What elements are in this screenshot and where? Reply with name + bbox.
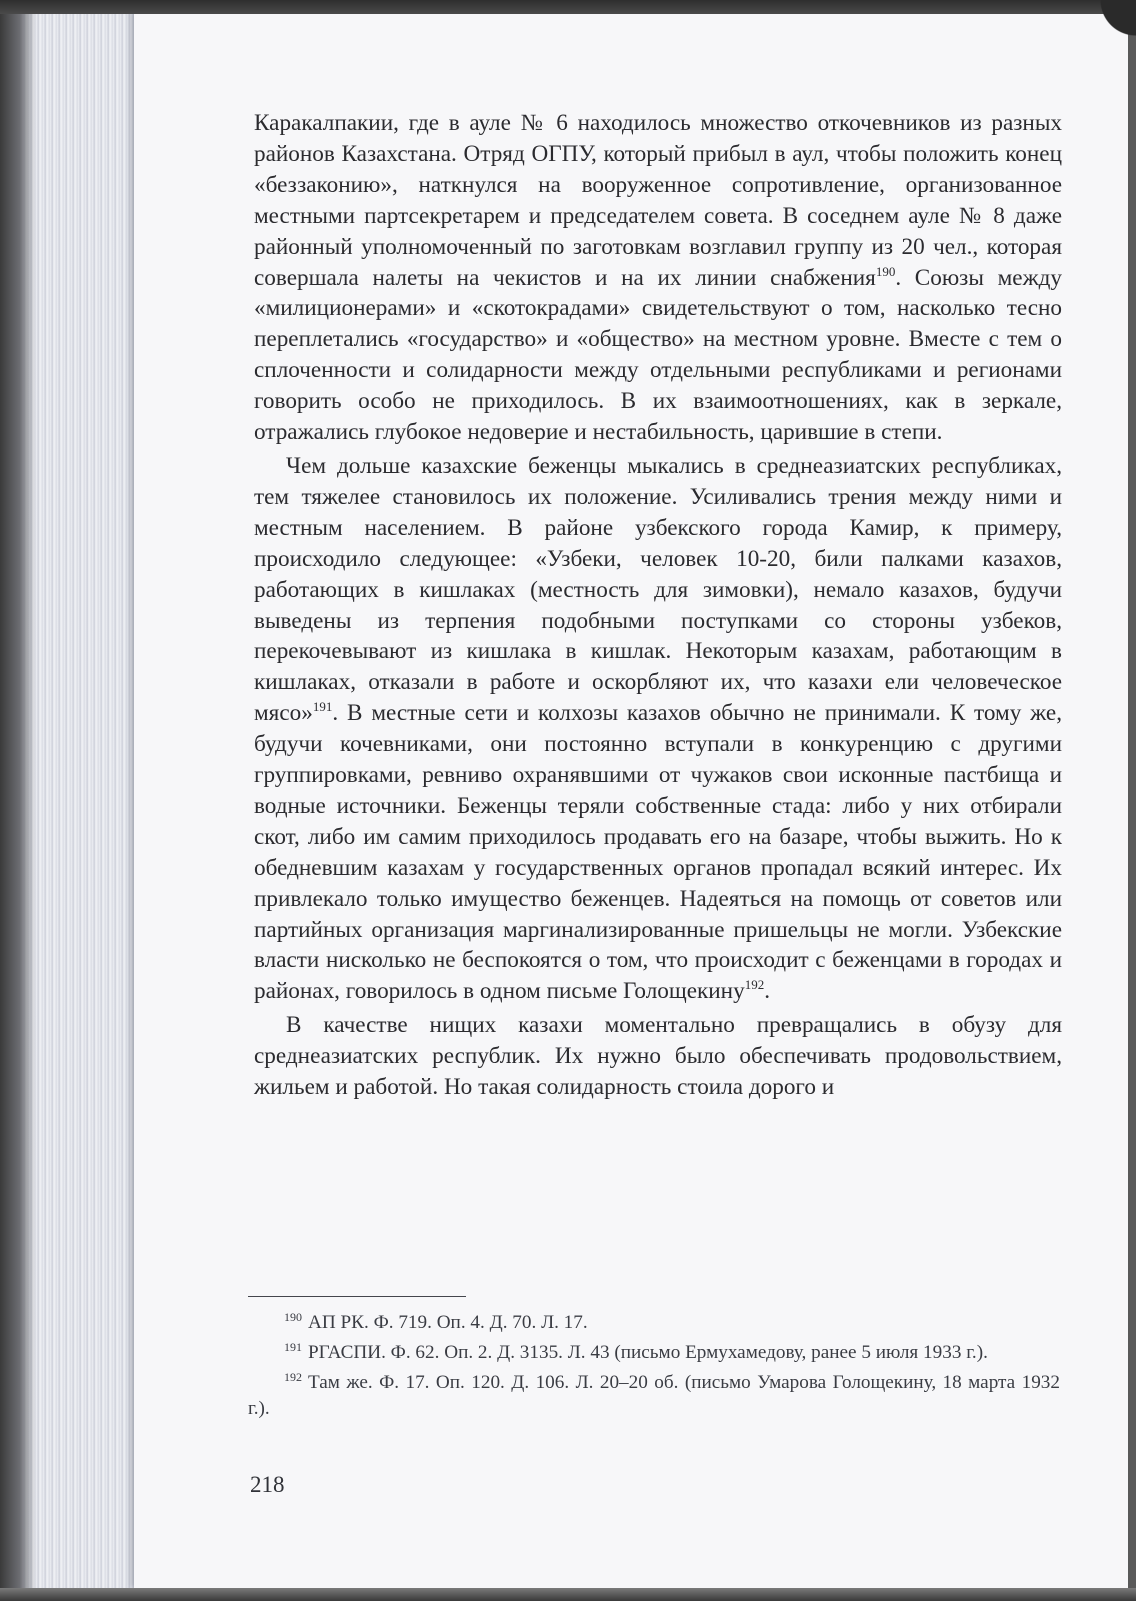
text-run: . — [764, 978, 770, 1005]
text-run: Чем дольше казахские беженцы мыкались в среднеазиатских республиках, тем тяжелее становилось их положение. Усиливались трения между ними и местным населением. В районе узбекского города Камир, к примеру, происходило следующее: «Узбеки, человек 10-20, били палками казахов, работающих в кишлаках (местность для зимовки), немало казахов, будучи выведены из терпения подобными поступками со стороны узбеков, перекочевывают из кишлака в кишлак. Некоторым казахам, работающим в кишлаках, отказали в работе и оскорбляют их, что казахи ели человеческое мясо» — [254, 452, 1062, 727]
page-corner-shadow — [1096, 0, 1136, 70]
paragraph — [254, 1010, 1062, 1103]
text-run: В качестве нищих казахи моментально превращались в обузу для среднеазиатских республик. Их нужно было обеспечивать продовольствием, жильем и работой. Но такая солидарность стоила дорого и — [254, 1012, 1062, 1101]
footnote-number: 191 — [284, 1340, 302, 1354]
footnote-ref: 192 — [744, 977, 765, 993]
footnote-text: Там же. Ф. 17. Оп. 120. Д. 106. Л. 20–20 об. (письмо Умарова Голощекину, 18 марта 1932 г.). — [248, 1372, 1060, 1419]
scanner-bottom-edge — [0, 1588, 1136, 1601]
spine-shadow — [0, 0, 36, 1601]
footnote-number: 190 — [284, 1310, 302, 1324]
text-run: . Союзы между «милиционерами» и «скотокрадами» свидетельствуют о том, насколько тесно переплетались «государство» и «общество» на местном уровне. Вместе с тем о сплоченности и солидарности между отдельными республиками и регионами говорить особо не приходилось. В их взаимоотношениях, как в зеркале, отражались глубокое недоверие и нестабильность, царившие в степи. — [254, 264, 1062, 446]
paragraph — [254, 451, 1062, 1007]
footnote-text: АП РК. Ф. 719. Оп. 4. Д. 70. Л. 17. — [308, 1312, 588, 1333]
footnote-number: 192 — [284, 1370, 302, 1384]
scanner-top-edge — [0, 0, 1136, 14]
footnote — [248, 1370, 1060, 1422]
paragraph — [254, 108, 1062, 448]
text-run: Каракалпакии, где в ауле № 6 находилось множество откочевников из разных районов Казахстана. Отряд ОГПУ, который прибыл в аул, чтобы положить конец «беззаконию», наткнулся на вооруженное сопротивление, организованное местными партсекретарем и председателем совета. В соседнем ауле № 8 даже районный уполномоченный по заготовкам возглавил группу из 20 чел., которая совершала налеты на чекистов и на их линии снабжения — [254, 110, 1062, 291]
footnote-text: РГАСПИ. Ф. 62. Оп. 2. Д. 3135. Л. 43 (письмо Ермухамедову, ранее 5 июля 1933 г.). — [308, 1342, 988, 1363]
footnote-separator — [248, 1296, 466, 1297]
page-number: 218 — [250, 1472, 285, 1497]
footnotes — [248, 1310, 1060, 1426]
footnote — [248, 1310, 1060, 1336]
main-text — [254, 108, 1062, 1103]
text-run: . В местные сети и колхозы казахов обычно не принимали. К тому же, будучи кочевниками, они постоянно вступали в конкуренцию с другими группировками, ревниво охранявшими от чужаков свои исконные пастбища и водные источники. Беженцы теряли собственные стада: либо у них отбирали скот, либо им самим приходилось продавать его на базаре, чтобы выжить. Но к обедневшим казахам у государственных органов пропадал всякий интерес. Их привлекало только имущество беженцев. Надеяться на помощь от советов или партийных организация маргинализированные пришельцы не могли. Узбекские власти нисколько не беспокоятся о том, что происходит с беженцами в городах и районах, говорилось в одном письме Голощекину — [254, 700, 1062, 1005]
footnote-ref: 191 — [312, 699, 333, 715]
footnote — [248, 1340, 1060, 1366]
footnote-ref: 190 — [875, 263, 896, 279]
